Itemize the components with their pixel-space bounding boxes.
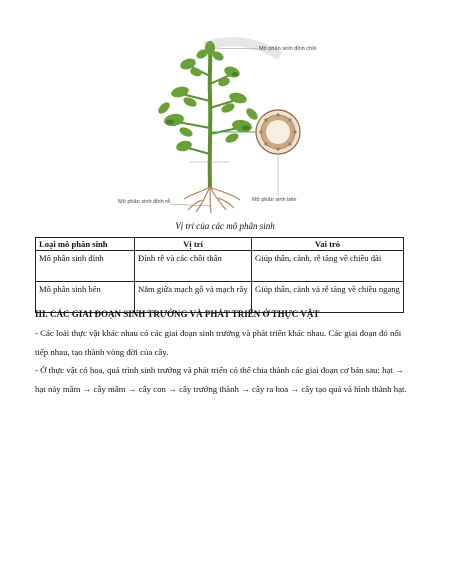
table-header-row <box>36 238 404 251</box>
table-header: Loại mô phân sinh <box>36 238 135 251</box>
section-heading: III. CÁC GIAI ĐOẠN SINH TRƯỞNG VÀ PHÁT TRIỂN Ở THỰC VẬT <box>35 309 320 319</box>
stem-cross-section <box>256 110 300 154</box>
plant-illustration <box>110 36 340 214</box>
label-apical-shoot-meristem: Mô phân sinh đỉnh chồi <box>259 46 317 52</box>
table-cell: Mô phân sinh đỉnh <box>36 251 135 282</box>
stem <box>210 48 211 188</box>
label-lateral-meristem: Mô phân sinh bên <box>252 197 297 203</box>
table-cell: Nằm giữa mạch gỗ và mạch rây <box>135 282 252 313</box>
label-apical-root-meristem: Mô phân sinh đỉnh rễ <box>118 199 171 205</box>
table-cell: Giúp thân, cành và rễ tăng về chiều ngang <box>252 282 404 313</box>
table-cell: Mô phân sinh bên <box>36 282 135 313</box>
figure-caption: Vị trí của các mô phân sinh <box>175 221 275 231</box>
leaves <box>156 41 260 153</box>
roots <box>184 186 240 213</box>
paragraph: - Ở thực vật có hoa, quá trình sinh trưởng và phát triển có thể chia thành các giai đoạn cơ bản sau: hạt → hạt nảy mầm → cây mầm → cây con → cây trưởng thành → cây ra hoa → cây tạo quả và hình thành hạt. <box>35 365 407 394</box>
paragraph: - Các loài thực vật khác nhau có các giai đoạn sinh trưởng và phát triển khác nhau. Các giai đoạn đó nối tiếp nhau, tạo thành vòng đời của cây. <box>35 328 402 357</box>
table-cell: Đỉnh rễ và các chồi thân <box>135 251 252 282</box>
table-header: Vai trò <box>252 238 404 251</box>
meristem-table <box>35 237 404 313</box>
table-row <box>36 251 404 282</box>
meristem-figure <box>110 36 340 214</box>
table-row <box>36 282 404 313</box>
table-header: Vị trí <box>135 238 252 251</box>
table-cell: Giúp thân, cành, rễ tăng về chiều dài <box>252 251 404 282</box>
